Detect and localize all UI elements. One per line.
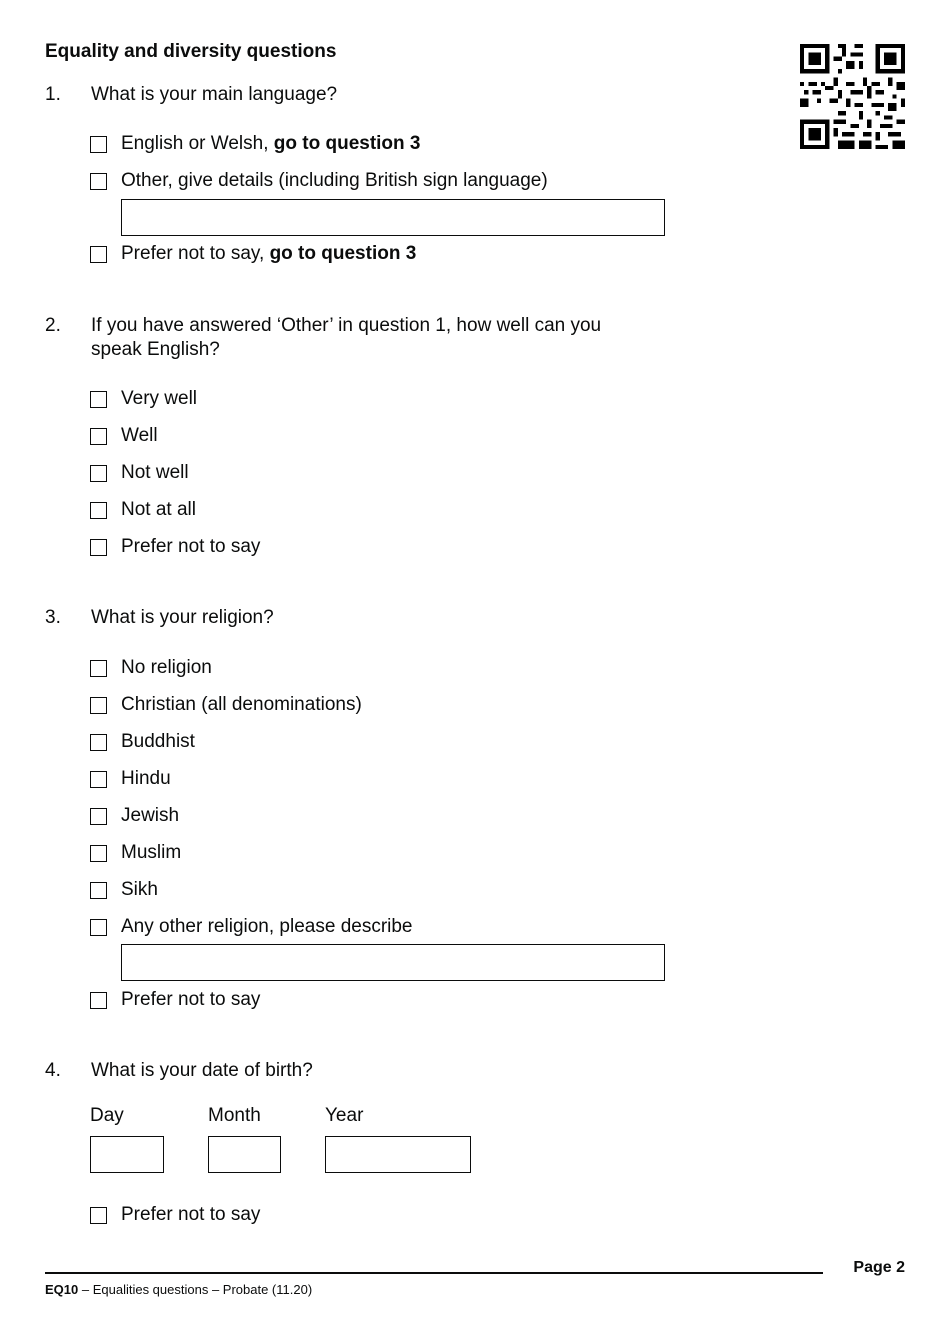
form-reference (45, 1282, 312, 1297)
year-label: Year (325, 1105, 364, 1126)
other-religion-details-input[interactable] (121, 944, 665, 981)
other-language-details-input[interactable] (121, 199, 665, 236)
question-4-text: What is your date of birth? (91, 1060, 313, 1081)
option-not-well[interactable] (90, 462, 189, 484)
option-label: Well (121, 425, 158, 446)
option-english-prefer-not-to-say[interactable] (90, 536, 260, 558)
option-jewish[interactable] (90, 805, 179, 827)
option-label: Prefer not to say (121, 1204, 261, 1225)
option-label: Prefer not to say (121, 989, 261, 1010)
checkbox[interactable] (90, 808, 107, 825)
option-label: Sikh (121, 879, 158, 900)
option-english-or-welsh[interactable]: English or Welsh, go to question 3 (90, 133, 421, 155)
option-very-well[interactable] (90, 388, 197, 410)
option-label: Muslim (121, 842, 182, 863)
option-label: Not well (121, 462, 189, 483)
option-muslim[interactable] (90, 842, 181, 864)
checkbox[interactable] (90, 697, 107, 714)
option-sikh[interactable] (90, 879, 158, 901)
question-1-text: What is your main language? (91, 84, 338, 105)
checkbox[interactable] (90, 246, 107, 263)
option-other-language[interactable] (90, 170, 548, 192)
question-1-number: 1. (45, 84, 61, 105)
option-label: Jewish (121, 805, 180, 826)
checkbox[interactable] (90, 502, 107, 519)
dob-year-input[interactable] (325, 1136, 471, 1173)
option-label: Not at all (121, 499, 196, 520)
option-language-prefer-not-to-say[interactable]: Prefer not to say, go to question 3 (90, 243, 416, 265)
checkbox[interactable] (90, 845, 107, 862)
option-dob-prefer-not-to-say[interactable] (90, 1204, 260, 1226)
page-title: Equality and diversity questions (45, 41, 337, 62)
checkbox[interactable] (90, 136, 107, 153)
form-code: EQ10 (45, 1282, 79, 1297)
option-label: Hindu (121, 768, 171, 789)
option-no-religion[interactable] (90, 657, 212, 679)
checkbox[interactable] (90, 660, 107, 677)
page-number: Page 2 (853, 1259, 905, 1276)
option-christian[interactable] (90, 694, 362, 716)
option-label: Prefer not to say (121, 243, 259, 264)
checkbox[interactable] (90, 428, 107, 445)
option-well[interactable] (90, 425, 158, 447)
day-label: Day (90, 1105, 124, 1126)
question-2-text: If you have answered ‘Other’ in question 1, how well can you speak English? (91, 315, 602, 360)
option-label: Christian (all denominations) (121, 694, 362, 715)
question-2-number: 2. (45, 315, 61, 336)
checkbox[interactable] (90, 882, 107, 899)
option-label: No religion (121, 657, 212, 678)
checkbox[interactable] (90, 919, 107, 936)
option-label: Other, give details (including British sign language) (121, 170, 548, 191)
footer-divider (45, 1272, 823, 1274)
checkbox[interactable] (90, 173, 107, 190)
checkbox[interactable] (90, 734, 107, 751)
form-title: – Equalities questions – Probate (11.20) (78, 1282, 313, 1297)
option-label: Any other religion, please describe (121, 916, 413, 937)
go-to-instruction: go to question 3 (273, 133, 421, 154)
checkbox[interactable] (90, 539, 107, 556)
checkbox[interactable] (90, 465, 107, 482)
option-label: Very well (121, 388, 198, 409)
checkbox[interactable] (90, 1207, 107, 1224)
option-not-at-all[interactable] (90, 499, 196, 521)
checkbox[interactable] (90, 391, 107, 408)
option-label: English or Welsh (121, 133, 264, 154)
option-hindu[interactable] (90, 768, 171, 790)
option-buddhist[interactable] (90, 731, 195, 753)
dob-day-input[interactable] (90, 1136, 164, 1173)
go-to-instruction: go to question 3 (269, 243, 417, 264)
checkbox[interactable] (90, 771, 107, 788)
dob-month-input[interactable] (208, 1136, 281, 1173)
question-3-number: 3. (45, 607, 61, 628)
checkbox[interactable] (90, 992, 107, 1009)
month-label: Month (208, 1105, 261, 1126)
qr-code-icon (800, 44, 905, 149)
option-religion-prefer-not-to-say[interactable] (90, 989, 260, 1011)
option-label: Buddhist (121, 731, 195, 752)
option-other-religion[interactable] (90, 916, 413, 938)
option-label: Prefer not to say (121, 536, 261, 557)
question-4-number: 4. (45, 1060, 61, 1081)
question-3-text: What is your religion? (91, 607, 274, 628)
